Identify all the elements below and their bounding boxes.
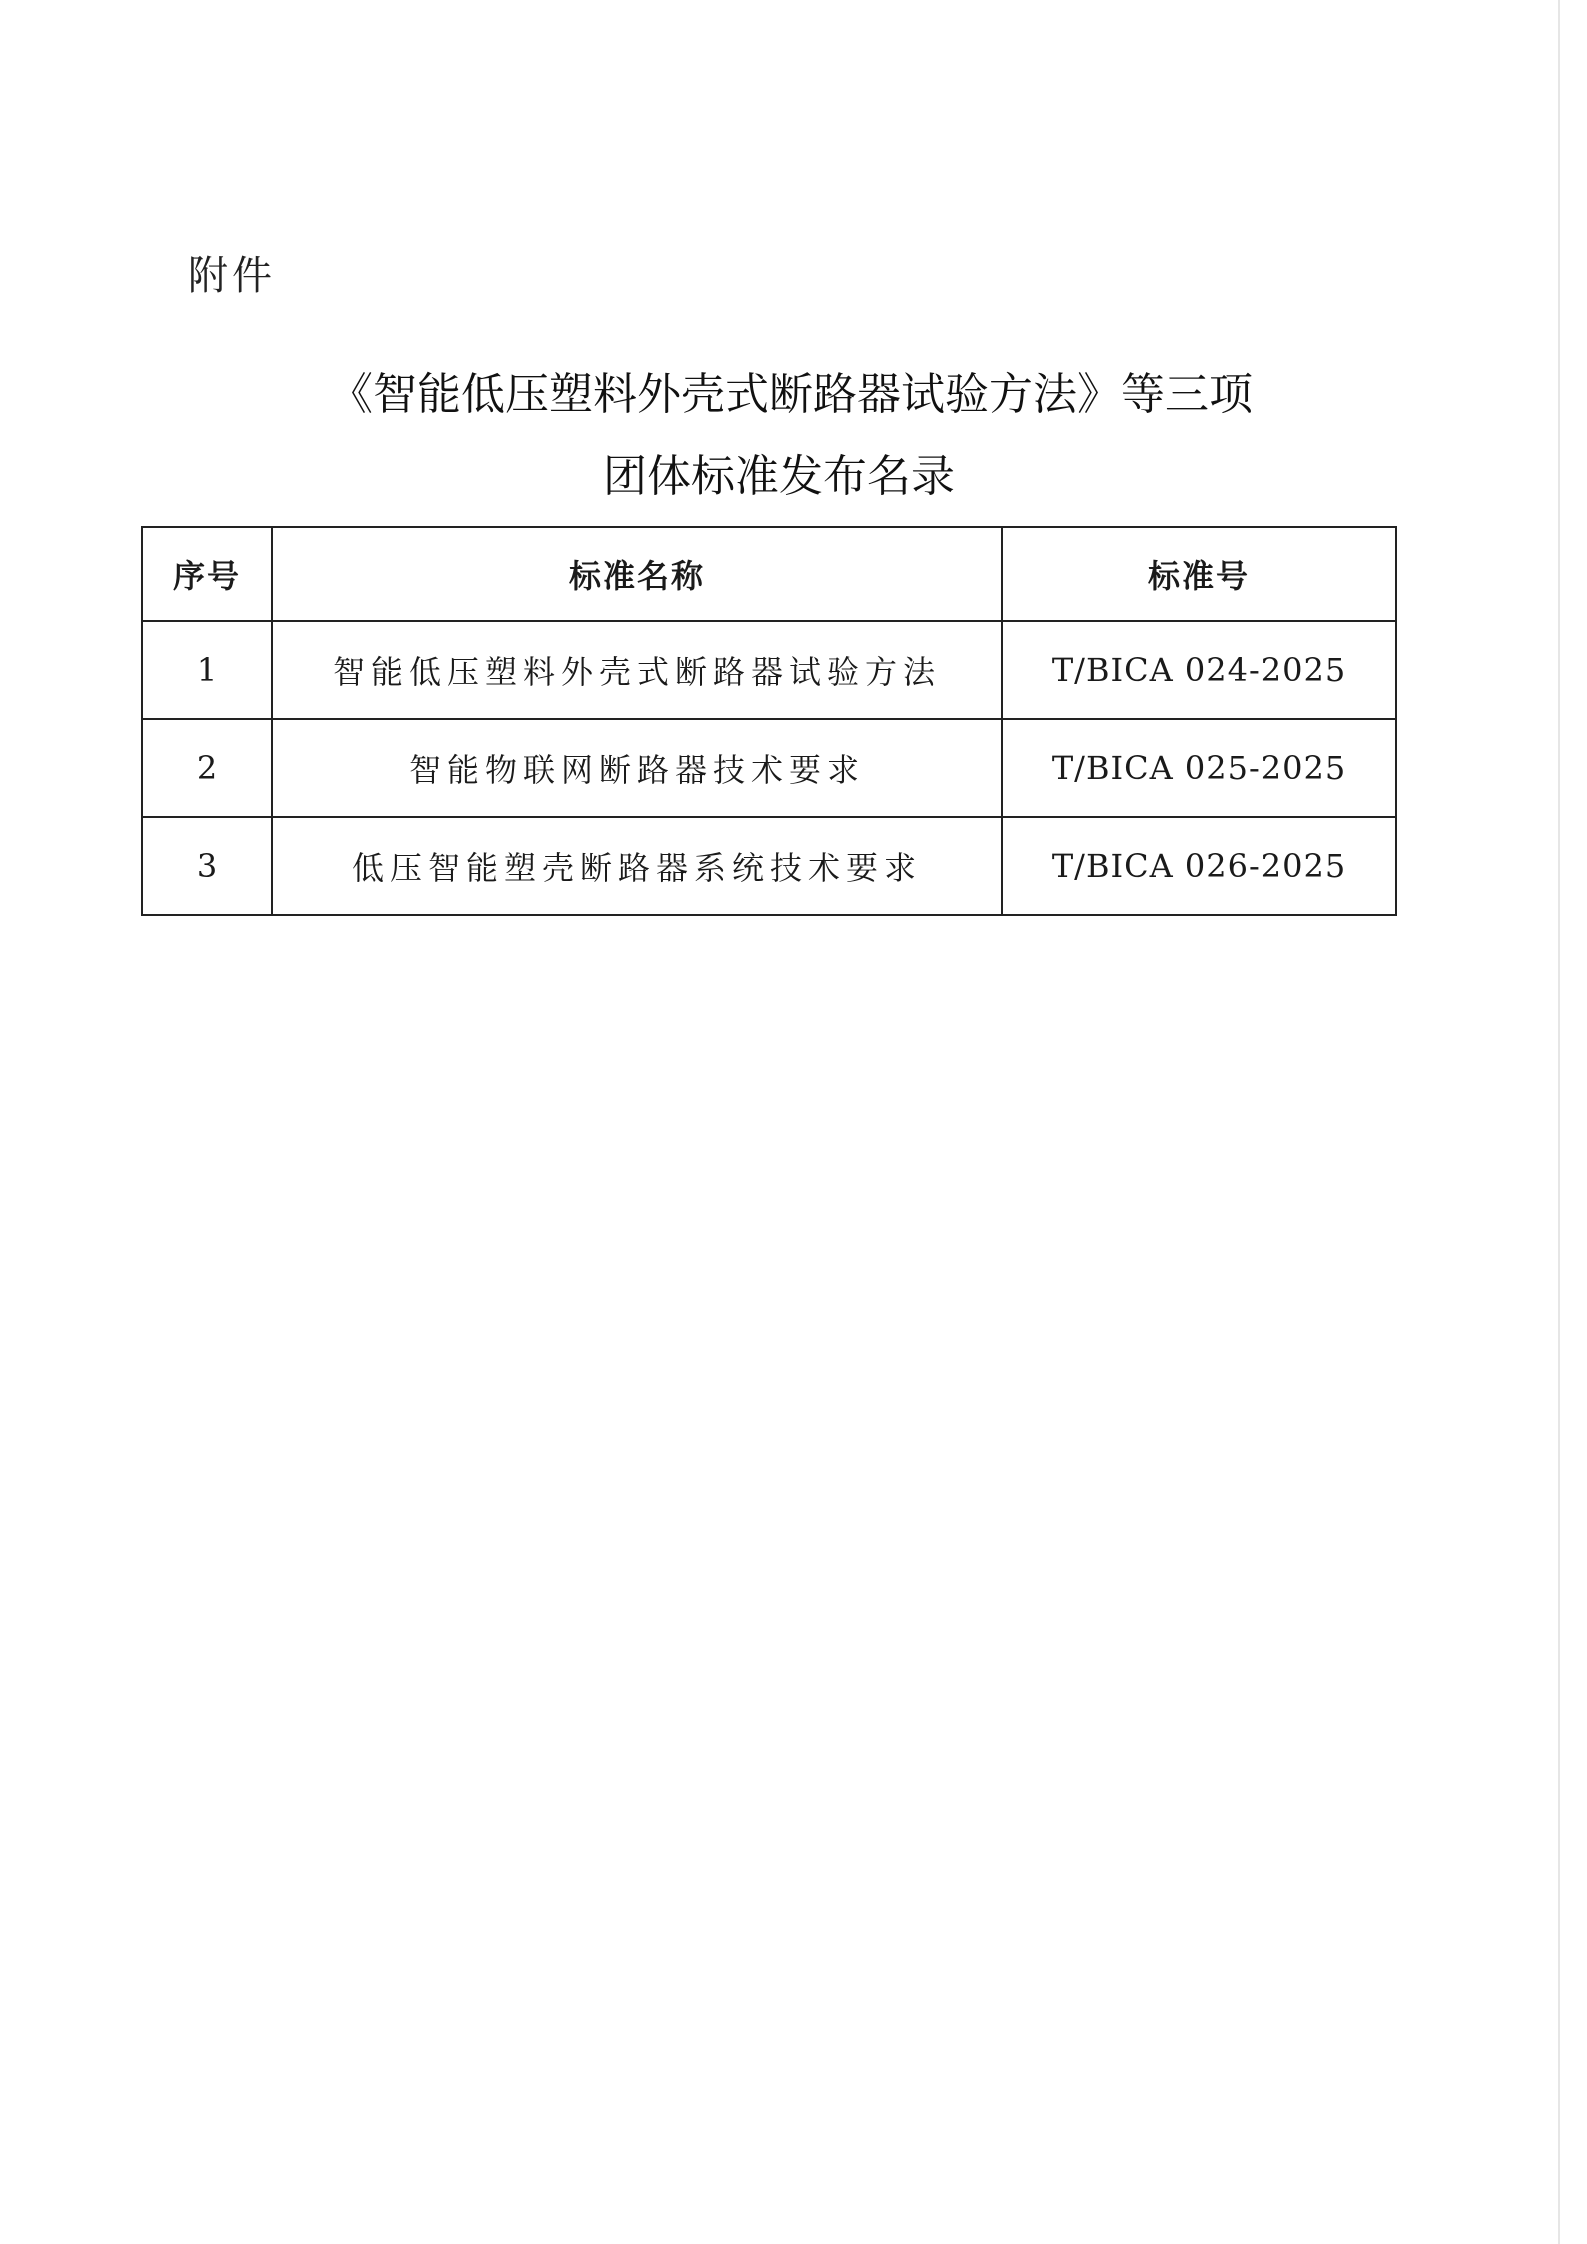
cell-serial-number: 3 [142, 817, 272, 915]
table-header-row [142, 527, 1396, 621]
page-edge [1558, 0, 1560, 2244]
standards-table [141, 526, 1397, 916]
cell-standard-code: T/BICA 025-2025 [1002, 719, 1396, 817]
cell-serial-number: 1 [142, 621, 272, 719]
cell-standard-name: 智能低压塑料外壳式断路器试验方法 [272, 621, 1002, 719]
header-serial-number: 序号 [142, 527, 272, 621]
cell-standard-code: T/BICA 024-2025 [1002, 621, 1396, 719]
cell-standard-name: 低压智能塑壳断路器系统技术要求 [272, 817, 1002, 915]
header-standard-code: 标准号 [1002, 527, 1396, 621]
cell-standard-code: T/BICA 026-2025 [1002, 817, 1396, 915]
cell-standard-name: 智能物联网断路器技术要求 [272, 719, 1002, 817]
cell-serial-number: 2 [142, 719, 272, 817]
table-row [142, 719, 1396, 817]
table-row [142, 621, 1396, 719]
table-row [142, 817, 1396, 915]
header-standard-name: 标准名称 [272, 527, 1002, 621]
document-title-line-1: 《智能低压塑料外壳式断路器试验方法》等三项 [329, 369, 1253, 420]
document-title-line-2: 团体标准发布名录 [603, 451, 955, 502]
attachment-label: 附件 [188, 253, 276, 299]
